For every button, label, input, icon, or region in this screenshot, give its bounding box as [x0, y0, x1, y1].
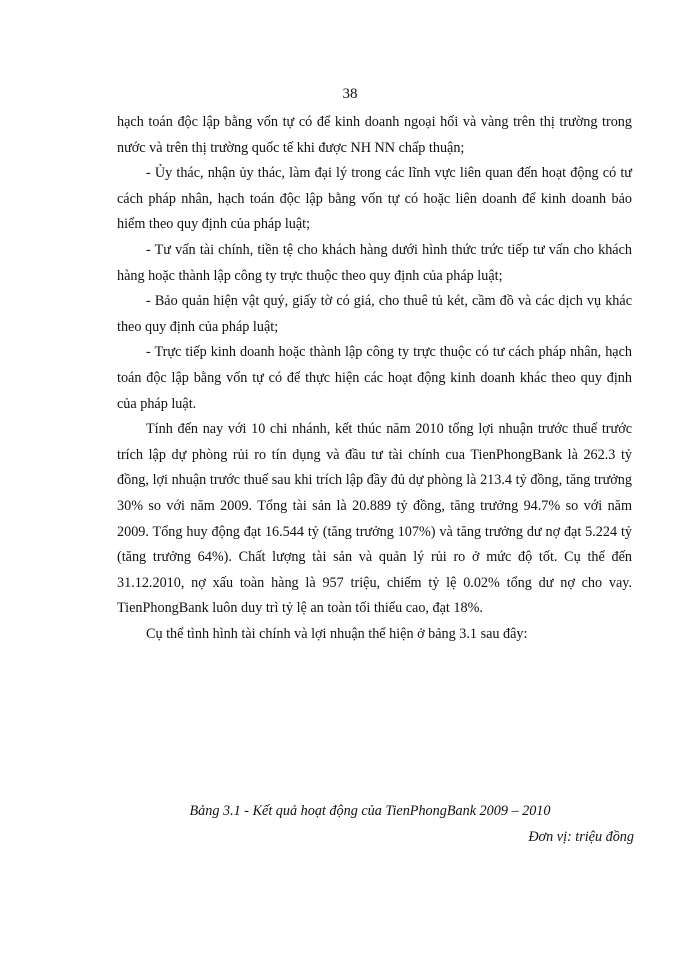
list-item-safekeeping: - Bảo quản hiện vật quý, giấy tờ có giá, cho thuê tủ két, cầm đồ và các dịch vụ khác theo quy định của pháp luật;	[117, 293, 632, 335]
table-caption: Bảng 3.1 - Kết quả hoạt động của TienPhongBank 2009 – 2010	[189, 803, 551, 819]
document-body	[117, 110, 632, 647]
paragraph-continuation: hạch toán độc lập bằng vốn tự có để kinh doanh ngoại hối và vàng trên thị trường trong nước và trên thị trường quốc tế khi được NH NN chấp thuận;	[117, 114, 632, 156]
list-item-trust-services: - Ủy thác, nhận ủy thác, làm đại lý trong các lĩnh vực liên quan đến hoạt động có tư cách pháp nhân, hạch toán độc lập bằng vốn tự có hoặc liên doanh để kinh doanh bảo hiểm theo quy định của pháp luật;	[117, 165, 632, 233]
unit-label: Đơn vị: triệu đồng	[528, 829, 634, 845]
page-number: 38	[342, 86, 358, 102]
list-item-financial-advisory: - Tư vấn tài chính, tiền tệ cho khách hàng dưới hình thức trức tiếp tư vấn cho khách hàng hoặc thành lập công ty trực thuộc theo quy định của pháp luật;	[117, 241, 632, 284]
list-item-direct-business: - Trực tiếp kinh doanh hoặc thành lập công ty trực thuộc có tư cách pháp nhân, hạch toán độc lập bằng vốn tự có để thực hiện các hoạt động kinh doanh khác theo quy định của pháp luật.	[117, 344, 632, 412]
paragraph-performance-summary: Tính đến nay với 10 chi nhánh, kết thúc năm 2010 tổng lợi nhuận trước thuế trước trích lập dự phòng rủi ro tín dụng và đầu tư tài chính cua TienPhongBank là 262.3 tỷ đồng, lợi nhuận trước thuế sau khi trích lập đầy đủ dự phòng là 213.4 tỷ đồng, tăng trưởng 30% so với năm 2009. Tổng tài sản là 20.889 tỷ đồng, tăng trưởng 94.7% so với năm 2009. Tổng huy động đạt 16.544 tỷ (tăng trưởng 107%) và tăng trưởng dư nợ đạt 5.224 tỷ (tăng trưởng 64%). Chất lượng tài sản và quản lý rủi ro ở mức độ tốt. Cụ thể đến 31.12.2010, nợ xấu toàn hàng là 957 triệu, chiếm tỷ lệ 0.02% tổng dư nợ cho vay. TienPhongBank luôn duy trì tỷ lệ an toàn tối thiểu cao, đạt 18%.	[117, 421, 632, 617]
paragraph-table-intro: Cụ thể tình hình tài chính và lợi nhuận thể hiện ở bảng 3.1 sau đây:	[146, 625, 528, 642]
